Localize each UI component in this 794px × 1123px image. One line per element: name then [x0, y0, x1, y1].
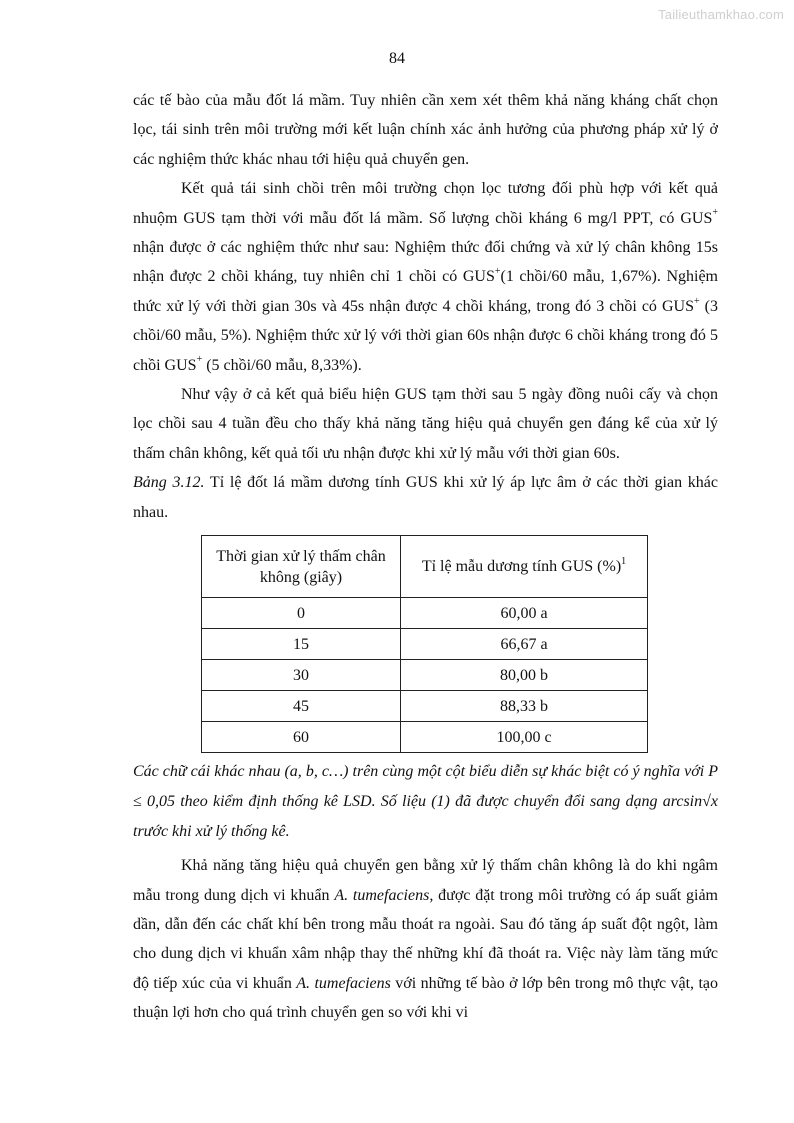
- watermark: Tailieuthamkhao.com: [658, 7, 784, 22]
- cell-time: 15: [202, 629, 401, 660]
- species-name: A. tumefaciens,: [334, 886, 434, 904]
- header-rate: [401, 536, 648, 598]
- paragraph-2-text-a: Kết quả tái sinh chồi trên môi trường chọn lọc tương đối phù hợp với kết quả nhuộm GUS tạm thời với mẫu đốt lá mầm. Số lượng chồi kháng 6 mg/l PPT, có GUS: [133, 180, 718, 227]
- superscript-plus: +: [694, 295, 700, 307]
- table-caption-text: Tỉ lệ đốt lá mầm dương tính GUS khi xử lý áp lực âm ở các thời gian khác nhau.: [133, 474, 718, 521]
- cell-value: 88,33 b: [401, 691, 648, 722]
- cell-time: 60: [202, 722, 401, 753]
- species-name: A. tumefaciens: [296, 974, 391, 992]
- paragraph-2-text-c: (1 chồi/60 mẫu, 1,67%). Nghiệm thức xử lý với thời gian 30s và 45s nhận được 4 chồi kháng, trong đó 3 chồi có GUS: [133, 268, 718, 315]
- header-time: Thời gian xử lý thấm chân không (giây): [202, 536, 401, 598]
- superscript-plus: +: [494, 266, 501, 278]
- paragraph-4-text-c: với những tế bào ở lớp bên trong mô thực vật, tạo thuận lợi hơn cho quá trình chuyển gen so với khi vi: [133, 974, 718, 1022]
- table-row: [202, 660, 648, 691]
- table-caption: [133, 468, 718, 527]
- table-row: [202, 722, 648, 753]
- table-note: Các chữ cái khác nhau (a, b, c…) trên cùng một cột biểu diễn sự khác biệt có ý nghĩa với P ≤ 0,05 theo kiểm định thống kê LSD. Số liệu (1) đã được chuyển đổi sang dạng arcsin√x trước khi xử lý thống kê.: [133, 763, 718, 841]
- document-body: [133, 86, 718, 1028]
- header-rate-text: Tỉ lệ mẫu dương tính GUS (%): [421, 558, 622, 576]
- cell-time: 30: [202, 660, 401, 691]
- cell-value: 60,00 a: [401, 598, 648, 629]
- page-number: 84: [389, 50, 405, 67]
- paragraph-4-text-b: được đặt trong môi trường có áp suất giảm dần, dẫn đến các chất khí bên trong mẫu thoát ra ngoài. Sau đó tăng áp suất đột ngột, làm cho dung dịch vi khuẩn xâm nhập thay thế những khí đã thoát ra. Việc này làm tăng mức độ tiếp xúc của vi khuẩn: [133, 886, 718, 992]
- cell-value: 100,00 c: [401, 722, 648, 753]
- cell-time: 0: [202, 598, 401, 629]
- cell-value: 66,67 a: [401, 629, 648, 660]
- cell-time: 45: [202, 691, 401, 722]
- results-table: [201, 535, 648, 753]
- paragraph-2-text-e: (5 chồi/60 mẫu, 8,33%).: [202, 356, 362, 374]
- paragraph-3: Như vậy ở cả kết quả biểu hiện GUS tạm thời sau 5 ngày đồng nuôi cấy và chọn lọc chồi sau 4 tuần đều cho thấy khả năng tăng hiệu quả chuyển gen đáng kể của xử lý thấm chân không, kết quả tối ưu nhận được khi xử lý mẫu với thời gian 60s.: [133, 386, 718, 462]
- superscript-plus: +: [196, 354, 203, 366]
- table-header-row: [202, 536, 648, 598]
- table-row: [202, 598, 648, 629]
- paragraph-1: các tế bào của mẫu đốt lá mầm. Tuy nhiên cần xem xét thêm khả năng kháng chất chọn lọc, tái sinh trên môi trường mới kết luận chính xác ảnh hưởng của phương pháp xử lý ở các nghiệm thức khác nhau tới hiệu quả chuyển gen.: [133, 92, 718, 168]
- table-caption-label: Bảng 3.12.: [133, 474, 205, 492]
- table-row: [202, 629, 648, 660]
- paragraph-2: [133, 174, 718, 380]
- cell-value: 80,00 b: [401, 660, 648, 691]
- table-row: [202, 691, 648, 722]
- paragraph-4-text-a: Khả năng tăng hiệu quả chuyển gen bằng xử lý thấm chân không là do khi ngâm mẫu trong dung dịch vi khuẩn: [133, 857, 718, 904]
- paragraph-2-text-b: nhận được ở các nghiệm thức như sau: Nghiệm thức đối chứng và xử lý chân không 15s nhận được 2 chồi kháng, tuy nhiên chỉ 1 chồi có GUS: [133, 239, 718, 286]
- paragraph-4: [133, 851, 718, 1027]
- superscript-plus: +: [712, 207, 718, 219]
- paragraph-2-text-d: (3 chồi/60 mẫu, 5%). Nghiệm thức xử lý với thời gian 60s nhận được 6 chồi kháng trong đó 5 chồi GUS: [133, 297, 719, 374]
- header-rate-superscript: 1: [621, 555, 627, 567]
